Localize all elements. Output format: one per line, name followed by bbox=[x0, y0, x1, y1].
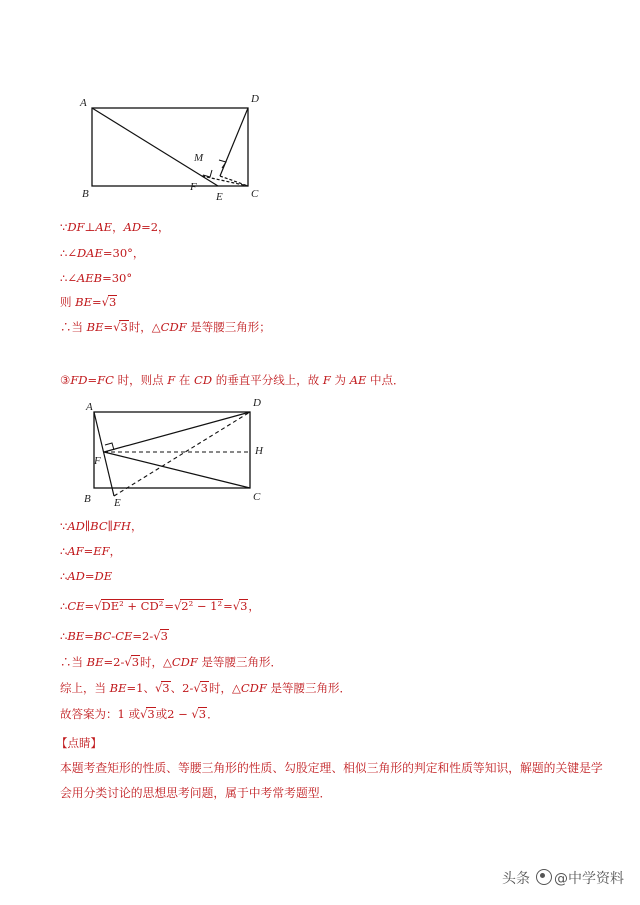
figure-2-rectangle bbox=[70, 390, 280, 515]
text-line: 综上，当 BE=1、√3、2-√3时，△CDF 是等腰三角形． bbox=[60, 681, 351, 695]
label-D: D bbox=[251, 93, 259, 105]
comment-body-line-1: 本题考查矩形的性质、等腰三角形的性质、勾股定理、相似三角形的判定和性质等知识，解题的关键是学 bbox=[60, 761, 603, 775]
comment-heading: 【点睛】 bbox=[56, 736, 102, 750]
watermark-name: 中学资料 bbox=[568, 871, 624, 887]
rect-abcd bbox=[94, 412, 250, 488]
label-B: B bbox=[82, 188, 89, 200]
label-E: E bbox=[216, 191, 223, 203]
rect-abcd bbox=[92, 108, 248, 186]
watermark-at: @ bbox=[554, 871, 568, 887]
label-F: F bbox=[190, 181, 197, 193]
label-M: M bbox=[194, 152, 204, 164]
text-line: ∴BE=BC-CE=2-√3 bbox=[60, 629, 168, 643]
label-F: F bbox=[94, 455, 101, 467]
label-H: H bbox=[255, 445, 263, 457]
text-line: ∴AF=EF， bbox=[60, 544, 122, 558]
label-A: A bbox=[80, 97, 87, 109]
text-line: ③FD=FC 时，则点 F 在 CD 的垂直平分线上，故 F 为 AE 中点． bbox=[60, 373, 405, 387]
label-C: C bbox=[253, 491, 261, 503]
text-line: ∴∠DAE=30°， bbox=[60, 246, 145, 260]
segment-dm bbox=[220, 108, 248, 176]
watermark-prefix: 头条 bbox=[502, 871, 530, 887]
text-line: ∴当 BE=√3时，△CDF 是等腰三角形； bbox=[60, 320, 271, 334]
text-line: ∵AD∥BC∥FH， bbox=[60, 519, 143, 533]
label-C: C bbox=[251, 188, 259, 200]
comment-body-line-2: 会用分类讨论的思想思考问题，属于中考常考题型． bbox=[60, 786, 332, 800]
label-E: E bbox=[114, 497, 121, 509]
text-line: 故答案为：1 或√3或2 − √3． bbox=[60, 707, 219, 721]
label-B: B bbox=[84, 493, 91, 505]
text-line: 则 BE=√3 bbox=[60, 295, 117, 309]
toutiao-logo-icon bbox=[536, 869, 552, 885]
figure-1-svg bbox=[70, 88, 280, 208]
text-line: ∴AD=DE bbox=[60, 569, 113, 583]
label-D: D bbox=[253, 397, 261, 409]
text-line: ∴CE=√DE² + CD²=√2² − 1²=√3， bbox=[60, 599, 260, 613]
segment-fd bbox=[104, 412, 250, 452]
figure-2-svg bbox=[70, 390, 280, 515]
figure-1-rectangle bbox=[70, 88, 280, 208]
text-line: ∴∠AEB=30° bbox=[60, 271, 133, 285]
right-angle-mark bbox=[105, 443, 114, 450]
watermark bbox=[502, 868, 624, 888]
segment-ae bbox=[92, 108, 218, 186]
right-angle-mark-2 bbox=[219, 160, 226, 168]
label-A: A bbox=[86, 401, 93, 413]
text-line: ∴当 BE=2-√3时，△CDF 是等腰三角形． bbox=[60, 655, 283, 669]
text-line: ∵DF⊥AE，AD=2， bbox=[60, 220, 170, 234]
